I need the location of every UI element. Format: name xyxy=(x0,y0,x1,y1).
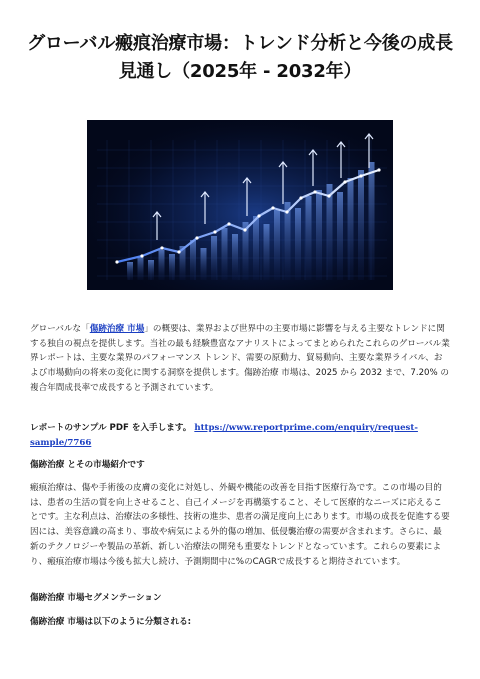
hero-image xyxy=(87,120,393,290)
intro-body: 」の概要は、業界および世界中の主要市場に影響を与える主要なトレンドに関する独自の視点を提供します。当社の最も経験豊富なアナリストによってまとめられたこれらのグローバル業界レポートは、主要な業界のパフォーマンス トレンド、需要の原動力、貿易動向、主要な業界ライバル、および市場動向の将来の変化に関する洞察を提供します。傷跡治療 市場は、2025 から 2032 まで、7.20% の複合年間成長率で成長すると予測されています。 xyxy=(30,324,450,393)
background-bar xyxy=(232,234,238,280)
trend-point xyxy=(115,260,118,263)
background-bar xyxy=(327,184,333,280)
trend-point xyxy=(343,180,346,183)
background-bar xyxy=(159,250,165,280)
trend-point xyxy=(377,168,380,171)
trend-point xyxy=(299,196,302,199)
background-bar xyxy=(190,240,196,280)
trend-point xyxy=(327,194,330,197)
market-keyword-link[interactable]: 傷跡治療 市場 xyxy=(89,324,145,334)
trend-point xyxy=(257,214,260,217)
trend-point xyxy=(271,206,274,209)
background-bar xyxy=(337,192,343,280)
growth-chart-illustration xyxy=(87,120,393,290)
segmentation-heading: 傷跡治療 市場セグメンテーション xyxy=(30,593,162,603)
background-bar xyxy=(295,208,301,280)
trend-point xyxy=(285,210,288,213)
trend-point xyxy=(177,250,180,253)
background-bar xyxy=(253,216,259,280)
page-title: グローバル瘢痕治療市場：トレンド分析と今後の成長見通し（2025年 - 2032年） xyxy=(27,33,453,82)
sample-request-line xyxy=(30,421,450,450)
background-bar xyxy=(211,236,217,280)
trend-point xyxy=(313,190,316,193)
background-bar xyxy=(264,224,270,280)
background-bar xyxy=(127,262,133,280)
trend-point xyxy=(140,254,143,257)
background-bar xyxy=(306,196,312,280)
intro-prefix: グローバルな「 xyxy=(30,324,90,334)
trend-point xyxy=(243,228,246,231)
sample-label: レポートのサンプル PDF を入手します。 xyxy=(30,423,192,433)
trend-point xyxy=(227,222,230,225)
market-intro-heading: 傷跡治療 とその市場紹介です xyxy=(30,460,145,470)
background-bar xyxy=(148,260,154,280)
trend-point xyxy=(359,174,362,177)
background-bar xyxy=(274,210,280,280)
background-bar xyxy=(316,190,322,280)
trend-point xyxy=(195,236,198,239)
sample-request-link[interactable]: https://www.reportprime.com/enquiry/request-sample/7766 xyxy=(30,423,418,448)
background-bar xyxy=(369,162,375,280)
classification-heading: 傷跡治療 市場は以下のように分類される: xyxy=(30,617,192,627)
trend-point xyxy=(160,246,163,249)
market-intro-paragraph: 瘢痕治療は、傷や手術後の皮膚の変化に対処し、外観や機能の改善を目指す医療行為です。この市場の目的は、患者の生活の質を向上させること、自己イメージを再構築すること、そして医療的なニーズに応えることです。主な利点は、治療法の多様性、技術の進歩、患者の満足度向上にあります。市場の成長を促進する要因には、美容意識の高まり、事故や病気による外的傷の増加、低侵襲治療の需要が含まれます。さらに、最新のテクノロジーや製品の革新、新しい治療法の開発も重要なトレンドとなっています。これらの要素により、瘢痕治療市場は今後も拡大し続け、予測期間中に%のCAGRで成長すると期待されています。 xyxy=(30,483,450,567)
background-bar xyxy=(169,254,175,280)
trend-point xyxy=(213,230,216,233)
intro-paragraph xyxy=(30,322,450,396)
background-bar xyxy=(358,170,364,280)
background-bar xyxy=(222,228,228,280)
background-bar xyxy=(285,202,291,280)
background-bar xyxy=(138,256,144,280)
background-bar xyxy=(201,248,207,280)
background-bar xyxy=(348,178,354,280)
